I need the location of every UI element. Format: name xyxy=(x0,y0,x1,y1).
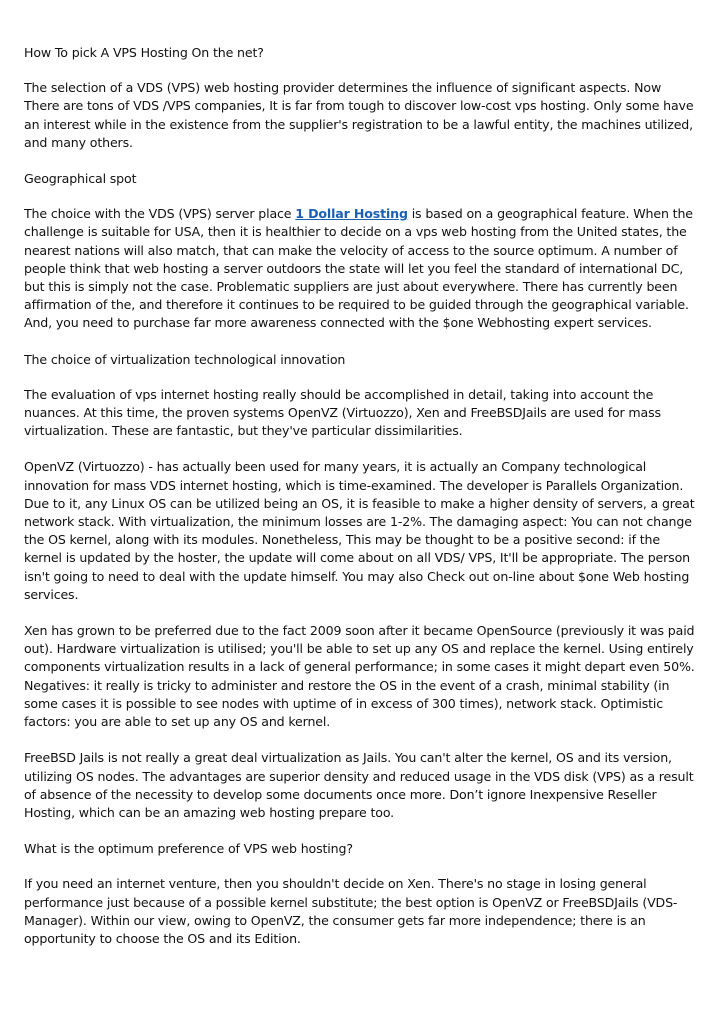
optimum-choice-paragraph: If you need an internet venture, then you shouldn't decide on Xen. There's no stage in losing general performance just because of a possible kernel substitute; the best option is OpenVZ or FreeBSDJails (VDS-Manager). Within our view, owing to OpenVZ, the consumer gets far more independence; there is an opportunity to choose the OS and its Edition. xyxy=(24,876,678,946)
openvz-paragraph: OpenVZ (Virtuozzo) - has actually been used for many years, it is actually an Company technological innovation for mass VDS internet hosting, which is time-examined. The developer is Parallels Organization. Due to it, any Linux OS can be utilized being an OS, it is feasible to make a higher density of servers, a great network stack. With virtualization, the minimum losses are 1-2%. The damaging aspect: You can not change the OS kernel, along with its modules. Nonetheless, This may be thought to be a positive second: if the kernel is updated by the hoster, the update will come about on all VDS/ VPS, It'll be appropriate. The person isn't going to need to deal with the update himself. You may also Check out on-line about $one Web hosting services. xyxy=(24,459,695,602)
geographical-paragraph xyxy=(24,205,696,332)
geographical-text-after-link: is based on a geographical feature. When the challenge is suitable for USA, then it is healthier to decide on a vps web hosting from the United states, the nearest nations will also match, that can make the velocity of access to the source optimum. A number of people think that web hosting a server outdoors the state will let you feel the standard of international DC, but this is simply not the case. Problematic suppliers are just about everywhere. There has currently been affirmation of the, and therefore it continues to be required to be guided through the geographical variable. And, you need to purchase far more awareness connected with the $one Webhosting expert services. xyxy=(24,206,693,331)
document-title: How To pick A VPS Hosting On the net? xyxy=(24,45,264,60)
freebsd-jails-paragraph: FreeBSD Jails is not really a great deal virtualization as Jails. You can't alter the kernel, OS and its version, utilizing OS nodes. The advantages are superior density and reduced usage in the VDS disk (VPS) as a result of absence of the necessity to develop some documents once more. Don’t ignore Inexpensive Reseller Hosting, which can be an amazing web hosting prepare too. xyxy=(24,750,694,820)
section-heading-geographical: Geographical spot xyxy=(24,171,137,187)
geographical-text-before-link: The choice with the VDS (VPS) server place xyxy=(24,206,296,222)
virtualization-evaluation-paragraph: The evaluation of vps internet hosting really should be accomplished in detail, taking into account the nuances. At this time, the proven systems OpenVZ (Virtuozzo), Xen and FreeBSDJails are used for mass virtualization. These are fantastic, but they've particular dissimilarities. xyxy=(24,386,661,439)
intro-paragraph: The selection of a VDS (VPS) web hosting provider determines the influence of significant aspects. Now There are tons of VDS /VPS companies, It is far from tough to discover low-cost vps hosting. Only some have an interest while in the existence from the supplier's registration to be a lawful entity, the machines utilized, and many others. xyxy=(24,80,694,150)
dollar-hosting-link[interactable]: 1 Dollar Hosting xyxy=(295,206,408,222)
xen-paragraph: Xen has grown to be preferred due to the fact 2009 soon after it became OpenSource (previously it was paid out). Hardware virtualization is utilised; you'll be able to set up any OS and replace the kernel. Using entirely components virtualization results in a lack of general performance; in some cases it might depart even 50%. Negatives: it really is tricky to administer and restore the OS in the event of a crash, minimal stability (in some cases it is possible to see nodes with uptime of in excess of 300 times), network stack. Optimistic factors: you are able to set up any OS and kernel. xyxy=(24,623,695,730)
section-heading-virtualization: The choice of virtualization technological innovation xyxy=(24,351,346,367)
section-heading-optimum-choice: What is the optimum preference of VPS web hosting? xyxy=(24,841,353,857)
